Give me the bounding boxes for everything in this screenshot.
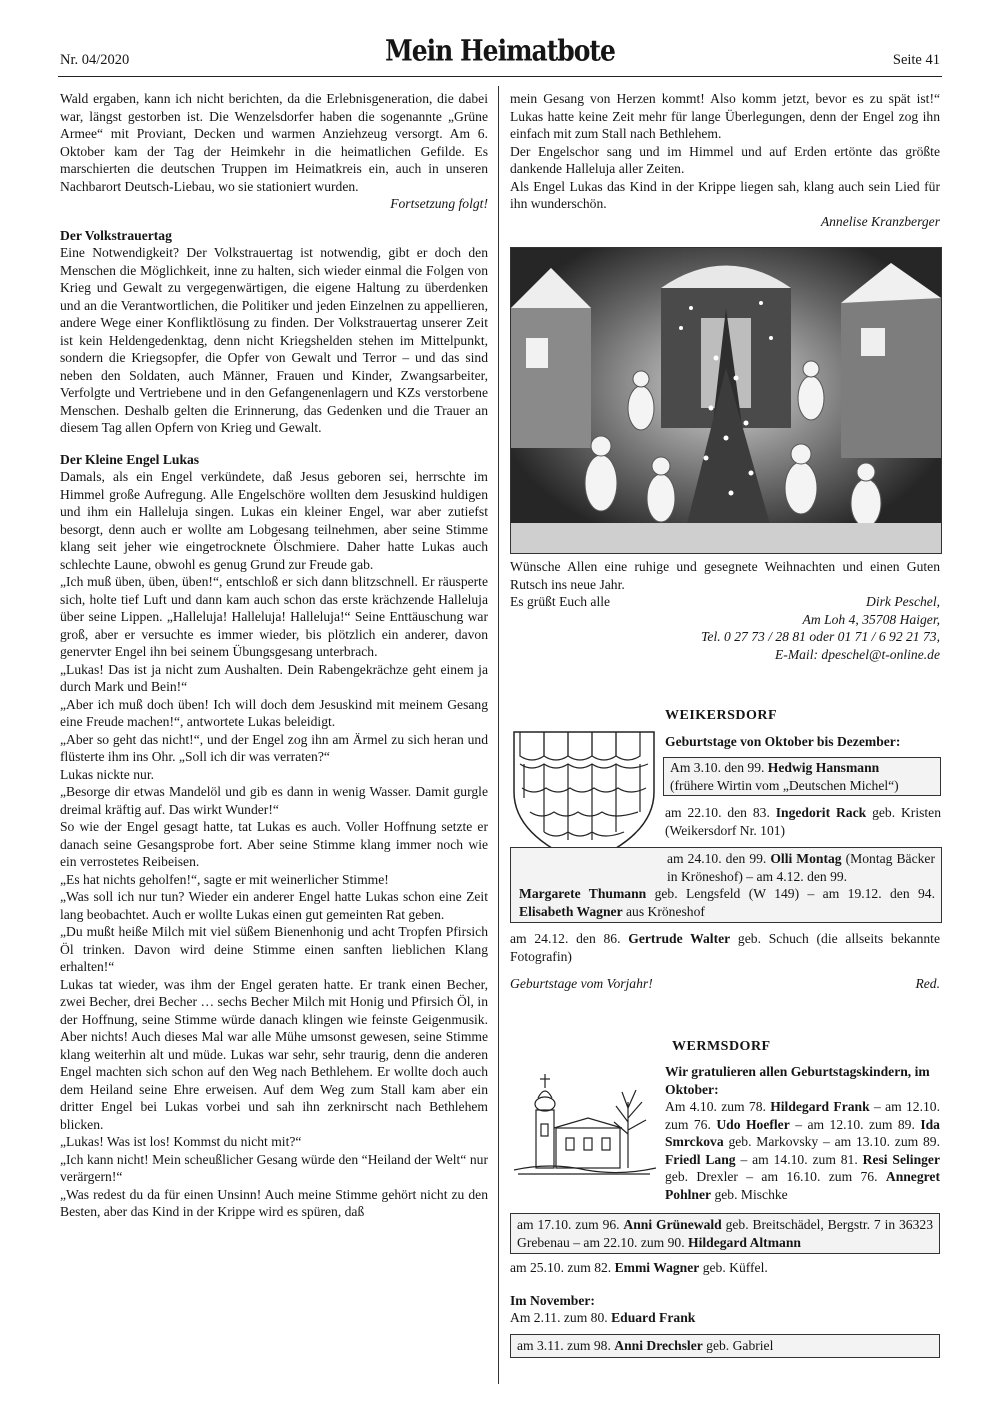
engel-paragraph: „Aber ich muß doch üben! Ich will doch dem Jesuskind mit meinem Gesang eine Freude machen!“, antwortete Lukas beleidigt. <box>60 696 488 729</box>
birthday-entry-rack <box>665 804 941 839</box>
entry-note: (frühere Wirtin vom „Deutschen Michel“) <box>670 777 899 793</box>
entry-note: geb. Lengsfeld (W 149) – am 19.12. den 94. <box>646 886 935 901</box>
entry-date: Am 3.10. den 99. <box>670 760 768 775</box>
engel-paragraph: „Du mußt heiße Milch mit viel süßem Bienenhonig und acht Tropfen Pfirsich Öl trinken. Davon wird deine Stimme einen sanften lieblichen Klang erhalten!“ <box>60 924 488 974</box>
entry-note: – am 14.10. zum 81. <box>735 1151 863 1167</box>
engel-paragraph: „Ich kann nicht! Mein scheußlicher Gesang würde den “Heiland der Welt“ nur verärgern!“ <box>60 1151 488 1184</box>
footnote-text: Geburtstage vom Vorjahr! <box>510 976 653 991</box>
story-author: Annelise Kranzberger <box>820 213 940 229</box>
entry-date: am 22.10. den 83. <box>665 805 776 820</box>
entry-date: am 17.10. zum 96. <box>517 1217 624 1232</box>
weikersdorf-footnote <box>510 975 940 993</box>
entry-name: Eduard Frank <box>611 1310 696 1325</box>
entry-name: Udo Hoefler <box>716 1116 790 1132</box>
entry-name: Margarete Thumann <box>519 886 647 901</box>
engel-paragraph: „Ich muß üben, üben, üben!“, entschloß er sich dann blitzschnell. Er räusperte sich, holte tief Luft und dann kam auch schon das erste krächzende Halleluja über seine Lippen. „Halleluja! Halleluja! Halleluja!“ Seine Enttäuschung war groß, aber er versuchte es immer wieder, bis plötzlich ein anderer, davon genervter Engel ihn bei seinem Übungsgesang unterbrach. <box>60 574 488 659</box>
entry-date: am 24.10. den 99. <box>667 851 771 866</box>
engel-paragraph: Lukas tat wieder, was ihm der Engel geraten hatte. Er trank einen Becher, zwei Becher, drei Becher … sechs Becher Milch mit Honig und Pfirsich Öl, in der Hoffnung, seine Stimme würde danach klingen wie feinste Geigenmusik. Aber nichts! Auch dieses Mal war alle Mühe umsonst gewesen, seine Stimme klang weiterhin alt und müde. Lukas war sehr, sehr traurig, denn die anderen Engel machten sich schon auf den Weg nach Bethlehem. Er wollte doch auch dem Heiland seine Ehre erweisen. Auf dem Weg zum Stall kam aber ein dritter Engel bei Lukas vorbei und sah ihn zerknirscht nach Bethlehem blicken. <box>60 976 488 1132</box>
entry-name: Ingedorit Rack <box>775 805 867 820</box>
entry-name: Hedwig Hansmann <box>767 760 880 775</box>
entry-name: Friedl Lang <box>665 1151 736 1167</box>
entry-name: Emmi Wagner <box>614 1260 700 1275</box>
birthday-entry-walter <box>510 930 940 965</box>
wermsdorf-title: WERMSDORF <box>672 1039 771 1054</box>
entry-note: geb. Küffel. <box>699 1260 768 1275</box>
entry-name: Elisabeth Wagner <box>519 903 623 919</box>
engel-paragraph: „Lukas! Was ist los! Kommst du nicht mit?“ <box>60 1134 302 1149</box>
engel-continuation: mein Gesang von Herzen kommt! Also komm jetzt, bevor es zu spät ist!“ Lukas hatte keine Zeit mehr für lange Überlegungen, denn der Engel zog ihn einfach mit zum Stall nach Bethlehem. <box>510 91 940 141</box>
contact-phone: Tel. 0 27 73 / 28 81 oder 01 71 / 6 92 21 73, <box>701 629 940 644</box>
entry-date: am 3.11. zum 98. <box>517 1338 615 1353</box>
birthday-box-gruenewald <box>510 1213 940 1254</box>
entry-date: am 25.10. zum 82. <box>510 1260 615 1275</box>
entry-name: Anni Drechsler <box>614 1338 703 1353</box>
engel-lukas-heading: Der Kleine Engel Lukas <box>60 451 200 467</box>
birthday-box-hansmann <box>663 757 941 796</box>
engel-paragraph: „Lukas! Das ist ja nicht zum Aushalten. Dein Rabengekrächze geht einem ja durch Mark und Bein!“ <box>60 661 488 694</box>
engel-paragraph: Damals, als ein Engel verkündete, daß Jesus geboren sei, herrschte im Himmel große Aufregung. Alle Engelschöre wollten dem Jesuskind huldigen und ihm ein Halleluja singen. Lukas ein kleiner Engel, war aber zutiefst besorgt, denn auch er wollte am Lobgesang teilnehmen, aber seine Stimme klang seit jeher wie eingetrocknete Ölschmiere. Daher hatte Lukas auch schlechte Laune, obwohl es genug Grund zur Freude gab. <box>60 469 488 572</box>
entry-note: geb. Schuch (die allseits bekannte Fotografin) <box>510 931 940 964</box>
entry-name: Olli Montag <box>770 851 842 866</box>
right-column-top <box>510 90 940 230</box>
entry-name: Annegret Pohlner <box>665 1169 940 1202</box>
birthday-box-drechsler <box>510 1334 940 1358</box>
entry-note: (Montag Bäcker in Kröneshof) – am 4.12. den 99. <box>667 851 935 884</box>
header-rule <box>58 76 942 77</box>
contact-name: Dirk Peschel, <box>866 594 940 609</box>
birthday-box-montag <box>510 847 942 923</box>
entry-note: geb. Mischke <box>711 1186 788 1202</box>
birthday-entry-frank <box>510 1309 940 1327</box>
entry-note: aus Kröneshof <box>622 903 705 919</box>
contact-email[interactable]: E-Mail: dpeschel@t-online.de <box>774 646 940 662</box>
engel-paragraph: „Was redest du da für einen Unsinn! Auch meine Stimme gehört nicht zu den Besten, aber das Kind in der Krippe wird es spüren, daß <box>60 1186 488 1219</box>
entry-note: geb. Kristen (Weikersdorf Nr. 101) <box>665 805 942 838</box>
continued-note: Fortsetzung folgt! <box>390 196 488 211</box>
engel-paragraph: So wie der Engel gesagt hatte, tat Lukas es auch. Voller Hoffnung setzte er danach seine Gesangsprobe fort. Aber seine Stimme klang immer noch wie ein verrostetes Reibeisen. <box>60 819 488 869</box>
engel-paragraph: „Was soll ich nur tun? Wieder ein anderer Engel hatte Lukas schon eine Zeit lang beobachtet. Auch er wollte Lukas einen gut gemeinten Rat geben. <box>60 889 488 922</box>
wermsdorf-october-list <box>510 1098 940 1203</box>
christmas-angels-illustration <box>510 247 942 554</box>
engel-paragraph: Lukas nickte nur. <box>60 766 155 782</box>
entry-name: Hildegard Altmann <box>688 1234 801 1250</box>
entry-note: geb. Breitschädel, Bergstr. 7 in 36323 Grebenau – am 22.10. zum 90. <box>517 1217 933 1250</box>
engel-continuation: Als Engel Lukas das Kind in der Krippe liegen sah, klang auch sein Lied für ihn wunderschön. <box>510 178 940 211</box>
entry-date: am 24.12. den 86. <box>510 931 629 946</box>
entry-name: Resi Selinger <box>862 1151 941 1167</box>
engel-continuation: Der Engelschor sang und im Himmel und auf Erden ertönte das größte dankende Halleluja aller Zeiten. <box>510 143 940 176</box>
entry-name: Ida Smrckova <box>665 1116 940 1149</box>
wermsdorf-subtitle: Wir gratulieren allen Geburtstagskindern, im Oktober: <box>665 1064 930 1097</box>
page-number: Seite 41 <box>892 52 940 68</box>
issue-number: Nr. 04/2020 <box>60 52 130 68</box>
engel-paragraph: „Aber so geht das nicht!“, und der Engel zog ihn am Ärmel zu sich heran und flüsterte ihm ins Ohr. „Soll ich dir was verraten?“ <box>60 731 488 764</box>
entry-note: – am 12.10. zum 76. <box>665 1099 940 1132</box>
weikersdorf-subtitle: Geburtstage von Oktober bis Dezember: <box>665 734 901 749</box>
entry-date: Am 2.11. zum 80. <box>510 1310 612 1325</box>
entry-name: Hildegard Frank <box>770 1099 870 1114</box>
greeting-text: Wünsche Allen eine ruhige und gesegnete Weihnachten und einen Guten Rutsch ins neue Jahr. <box>510 559 940 592</box>
column-divider <box>498 86 499 1384</box>
christmas-scene-image <box>511 248 941 553</box>
weikersdorf-title: WEIKERSDORF <box>665 708 778 723</box>
contact-address: Am Loh 4, 35708 Haiger, <box>802 611 940 627</box>
entry-note: geb. Drexler – am 16.10. zum 76. <box>665 1169 886 1184</box>
entry-note: geb. Markovsky – am 13.10. zum 89. <box>723 1134 940 1149</box>
masthead-title: Mein Heimatbote <box>385 33 615 68</box>
volkstrauertag-heading: Der Volkstrauertag <box>60 227 172 243</box>
entry-note: – am 12.10. zum 89. <box>789 1116 921 1132</box>
november-heading: Im November: <box>510 1293 595 1308</box>
left-column <box>60 90 488 1221</box>
footnote-red: Red. <box>915 976 940 991</box>
entry-name: Anni Grünewald <box>623 1217 722 1232</box>
greeting-block <box>510 558 940 663</box>
entry-date: Am 4.10. zum 78. <box>665 1099 771 1114</box>
engel-paragraph: „Besorge dir etwas Mandelöl und gib es dann in wenig Wasser. Damit gurgle dreimal kräftig auf. Das wirkt Wunder!“ <box>60 784 488 817</box>
entry-note: geb. Gabriel <box>702 1338 774 1353</box>
engel-paragraph: „Es hat nichts geholfen!“, sagte er mit weinerlicher Stimme! <box>60 871 389 887</box>
volkstrauertag-text: Eine Notwendigkeit? Der Volkstrauertag ist notwendig, gibt er doch den Menschen die Möglichkeit, inne zu halten, sich wieder einmal die Folgen von Krieg und Gewalt zu vergegenwärtigen, die eigene Haltung zu überdenken und an die Verantwortlichen, die Politiker und jeden Einzelnen zu appellieren, andere Wege einer Konfliktlösung zu finden. Der Volkstrauertag unserer Zeit ist kein Heldengedenktag, denn nicht Kriegshelden stehen im Mittelpunkt, sondern die Kriegsopfer, die Opfer von Gewalt und Terror – und das sind neben den Soldaten, auch Männer, Frauen und Kinder, Zwangsarbeiter, Verfolgte und Vertriebene und in den Gefangenenlagern und KZs verstorbene Menschen. Deshalb gelten die Erinnerung, das Gedenken und die Trauer an diesem Tag allen Opfern von Krieg und Gewalt. <box>60 245 488 435</box>
birthday-entry-wagner <box>510 1259 940 1277</box>
entry-name: Gertrude Walter <box>628 931 731 946</box>
intro-paragraph: Wald ergaben, kann ich nicht berichten, da die Erlebnisgeneration, die dabei war, längst gestorben ist. Die Wenzelsdorfer haben die sogenannte „Grüne Armee“ mit Proviant, Decken und warmen Anziehzeug versorgt. Am 6. Oktober kam der Tag der Heimkehr in die heimatlichen Gefilde. Es marschierten die deutschen Truppen im Heimatkreis ein, auch in unseren Nachbarort Deutsch-Liebau, wo sie stationiert wurden. <box>60 91 488 194</box>
greeting-sign: Es grüßt Euch alle <box>510 594 611 609</box>
